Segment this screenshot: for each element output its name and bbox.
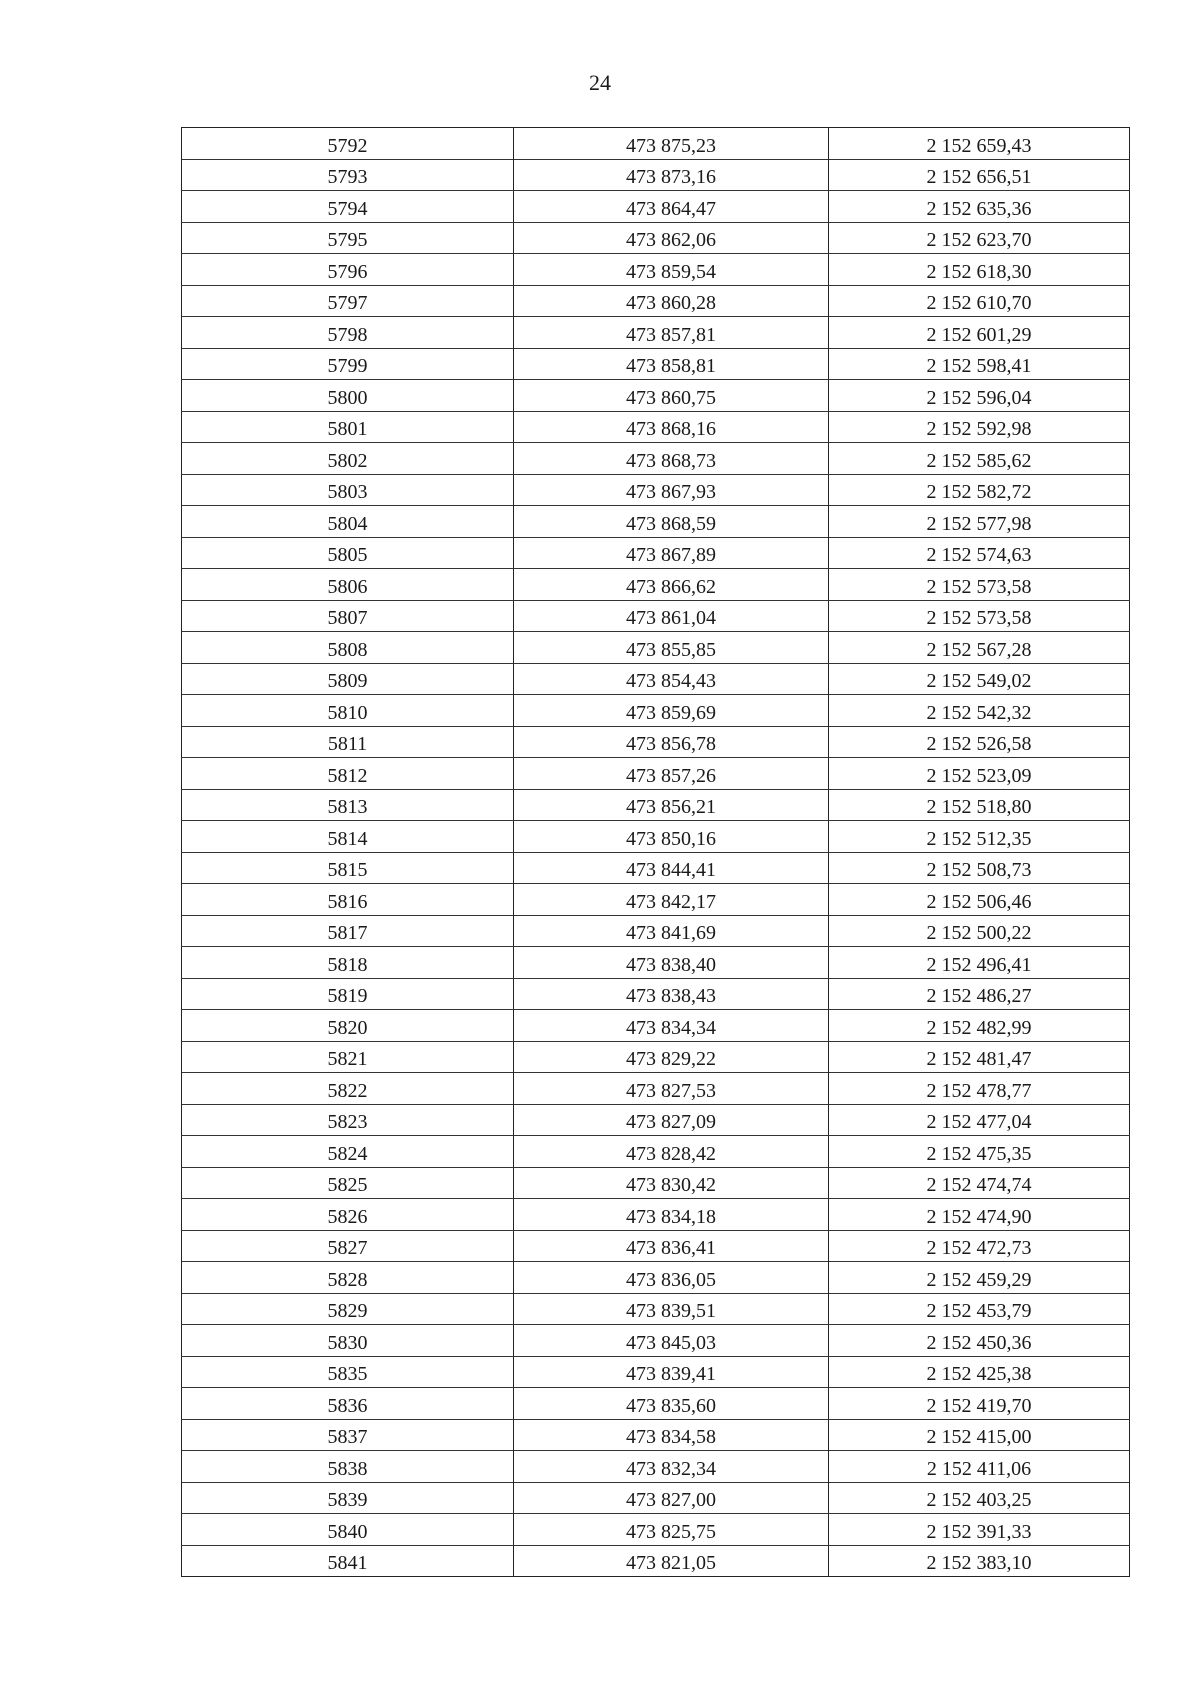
y-coordinate-cell: 2 152 574,63	[829, 537, 1130, 569]
table-row	[182, 1010, 1130, 1042]
table-row	[182, 1167, 1130, 1199]
table-row	[182, 947, 1130, 979]
point-number-cell: 5830	[182, 1325, 514, 1357]
point-number-cell: 5803	[182, 474, 514, 506]
point-number-cell: 5839	[182, 1482, 514, 1514]
point-number-cell: 5798	[182, 317, 514, 349]
table-row	[182, 695, 1130, 727]
point-number-cell: 5810	[182, 695, 514, 727]
y-coordinate-cell: 2 152 481,47	[829, 1041, 1130, 1073]
table-row	[182, 1041, 1130, 1073]
y-coordinate-cell: 2 152 585,62	[829, 443, 1130, 475]
x-coordinate-cell: 473 857,26	[514, 758, 829, 790]
point-number-cell: 5817	[182, 915, 514, 947]
table-row	[182, 1230, 1130, 1262]
point-number-cell: 5799	[182, 348, 514, 380]
table-row	[182, 852, 1130, 884]
x-coordinate-cell: 473 859,69	[514, 695, 829, 727]
x-coordinate-cell: 473 834,18	[514, 1199, 829, 1231]
table-row	[182, 1293, 1130, 1325]
table-row	[182, 128, 1130, 160]
table-row	[182, 1482, 1130, 1514]
y-coordinate-cell: 2 152 659,43	[829, 128, 1130, 160]
point-number-cell: 5793	[182, 159, 514, 191]
y-coordinate-cell: 2 152 592,98	[829, 411, 1130, 443]
y-coordinate-cell: 2 152 419,70	[829, 1388, 1130, 1420]
point-number-cell: 5809	[182, 663, 514, 695]
y-coordinate-cell: 2 152 425,38	[829, 1356, 1130, 1388]
y-coordinate-cell: 2 152 478,77	[829, 1073, 1130, 1105]
point-number-cell: 5822	[182, 1073, 514, 1105]
table-row	[182, 821, 1130, 853]
point-number-cell: 5802	[182, 443, 514, 475]
point-number-cell: 5812	[182, 758, 514, 790]
table-row	[182, 254, 1130, 286]
x-coordinate-cell: 473 835,60	[514, 1388, 829, 1420]
table-row	[182, 1356, 1130, 1388]
point-number-cell: 5795	[182, 222, 514, 254]
x-coordinate-cell: 473 868,73	[514, 443, 829, 475]
y-coordinate-cell: 2 152 450,36	[829, 1325, 1130, 1357]
x-coordinate-cell: 473 857,81	[514, 317, 829, 349]
table-row	[182, 884, 1130, 916]
x-coordinate-cell: 473 856,21	[514, 789, 829, 821]
x-coordinate-cell: 473 844,41	[514, 852, 829, 884]
point-number-cell: 5794	[182, 191, 514, 223]
x-coordinate-cell: 473 859,54	[514, 254, 829, 286]
y-coordinate-cell: 2 152 500,22	[829, 915, 1130, 947]
y-coordinate-cell: 2 152 475,35	[829, 1136, 1130, 1168]
table-row	[182, 411, 1130, 443]
table-row	[182, 978, 1130, 1010]
y-coordinate-cell: 2 152 508,73	[829, 852, 1130, 884]
y-coordinate-cell: 2 152 459,29	[829, 1262, 1130, 1294]
x-coordinate-cell: 473 832,34	[514, 1451, 829, 1483]
x-coordinate-cell: 473 868,16	[514, 411, 829, 443]
x-coordinate-cell: 473 860,28	[514, 285, 829, 317]
point-number-cell: 5836	[182, 1388, 514, 1420]
table-row	[182, 1073, 1130, 1105]
y-coordinate-cell: 2 152 601,29	[829, 317, 1130, 349]
table-row	[182, 1388, 1130, 1420]
table-row	[182, 789, 1130, 821]
y-coordinate-cell: 2 152 383,10	[829, 1545, 1130, 1577]
point-number-cell: 5824	[182, 1136, 514, 1168]
table-row	[182, 663, 1130, 695]
table-row	[182, 348, 1130, 380]
coordinates-table	[181, 127, 1130, 1577]
point-number-cell: 5838	[182, 1451, 514, 1483]
table-row	[182, 1545, 1130, 1577]
x-coordinate-cell: 473 862,06	[514, 222, 829, 254]
point-number-cell: 5796	[182, 254, 514, 286]
x-coordinate-cell: 473 825,75	[514, 1514, 829, 1546]
table-row	[182, 191, 1130, 223]
point-number-cell: 5797	[182, 285, 514, 317]
point-number-cell: 5828	[182, 1262, 514, 1294]
table-row	[182, 1104, 1130, 1136]
x-coordinate-cell: 473 839,41	[514, 1356, 829, 1388]
x-coordinate-cell: 473 839,51	[514, 1293, 829, 1325]
x-coordinate-cell: 473 864,47	[514, 191, 829, 223]
table-row	[182, 1136, 1130, 1168]
table-row	[182, 632, 1130, 664]
table-row	[182, 285, 1130, 317]
table-row	[182, 474, 1130, 506]
point-number-cell: 5806	[182, 569, 514, 601]
point-number-cell: 5816	[182, 884, 514, 916]
y-coordinate-cell: 2 152 415,00	[829, 1419, 1130, 1451]
y-coordinate-cell: 2 152 577,98	[829, 506, 1130, 538]
x-coordinate-cell: 473 875,23	[514, 128, 829, 160]
y-coordinate-cell: 2 152 391,33	[829, 1514, 1130, 1546]
point-number-cell: 5823	[182, 1104, 514, 1136]
x-coordinate-cell: 473 828,42	[514, 1136, 829, 1168]
x-coordinate-cell: 473 842,17	[514, 884, 829, 916]
y-coordinate-cell: 2 152 598,41	[829, 348, 1130, 380]
x-coordinate-cell: 473 830,42	[514, 1167, 829, 1199]
y-coordinate-cell: 2 152 549,02	[829, 663, 1130, 695]
point-number-cell: 5825	[182, 1167, 514, 1199]
point-number-cell: 5821	[182, 1041, 514, 1073]
point-number-cell: 5837	[182, 1419, 514, 1451]
table-row	[182, 600, 1130, 632]
y-coordinate-cell: 2 152 526,58	[829, 726, 1130, 758]
y-coordinate-cell: 2 152 623,70	[829, 222, 1130, 254]
table-row	[182, 159, 1130, 191]
y-coordinate-cell: 2 152 518,80	[829, 789, 1130, 821]
x-coordinate-cell: 473 868,59	[514, 506, 829, 538]
x-coordinate-cell: 473 854,43	[514, 663, 829, 695]
x-coordinate-cell: 473 838,40	[514, 947, 829, 979]
y-coordinate-cell: 2 152 482,99	[829, 1010, 1130, 1042]
table-row	[182, 506, 1130, 538]
table-row	[182, 1262, 1130, 1294]
point-number-cell: 5840	[182, 1514, 514, 1546]
coordinates-table-body	[182, 128, 1130, 1577]
point-number-cell: 5818	[182, 947, 514, 979]
x-coordinate-cell: 473 856,78	[514, 726, 829, 758]
point-number-cell: 5815	[182, 852, 514, 884]
y-coordinate-cell: 2 152 477,04	[829, 1104, 1130, 1136]
y-coordinate-cell: 2 152 618,30	[829, 254, 1130, 286]
point-number-cell: 5829	[182, 1293, 514, 1325]
x-coordinate-cell: 473 827,53	[514, 1073, 829, 1105]
point-number-cell: 5826	[182, 1199, 514, 1231]
x-coordinate-cell: 473 841,69	[514, 915, 829, 947]
y-coordinate-cell: 2 152 403,25	[829, 1482, 1130, 1514]
x-coordinate-cell: 473 873,16	[514, 159, 829, 191]
table-row	[182, 443, 1130, 475]
page-number: 24	[589, 70, 611, 95]
y-coordinate-cell: 2 152 567,28	[829, 632, 1130, 664]
x-coordinate-cell: 473 821,05	[514, 1545, 829, 1577]
point-number-cell: 5820	[182, 1010, 514, 1042]
y-coordinate-cell: 2 152 496,41	[829, 947, 1130, 979]
x-coordinate-cell: 473 858,81	[514, 348, 829, 380]
x-coordinate-cell: 473 855,85	[514, 632, 829, 664]
point-number-cell: 5841	[182, 1545, 514, 1577]
y-coordinate-cell: 2 152 523,09	[829, 758, 1130, 790]
x-coordinate-cell: 473 867,89	[514, 537, 829, 569]
table-row	[182, 1514, 1130, 1546]
x-coordinate-cell: 473 836,05	[514, 1262, 829, 1294]
y-coordinate-cell: 2 152 506,46	[829, 884, 1130, 916]
x-coordinate-cell: 473 867,93	[514, 474, 829, 506]
point-number-cell: 5804	[182, 506, 514, 538]
y-coordinate-cell: 2 152 411,06	[829, 1451, 1130, 1483]
table-row	[182, 758, 1130, 790]
x-coordinate-cell: 473 850,16	[514, 821, 829, 853]
y-coordinate-cell: 2 152 512,35	[829, 821, 1130, 853]
point-number-cell: 5819	[182, 978, 514, 1010]
point-number-cell: 5805	[182, 537, 514, 569]
y-coordinate-cell: 2 152 656,51	[829, 159, 1130, 191]
x-coordinate-cell: 473 845,03	[514, 1325, 829, 1357]
x-coordinate-cell: 473 834,58	[514, 1419, 829, 1451]
y-coordinate-cell: 2 152 486,27	[829, 978, 1130, 1010]
x-coordinate-cell: 473 827,00	[514, 1482, 829, 1514]
y-coordinate-cell: 2 152 474,90	[829, 1199, 1130, 1231]
point-number-cell: 5811	[182, 726, 514, 758]
y-coordinate-cell: 2 152 635,36	[829, 191, 1130, 223]
point-number-cell: 5801	[182, 411, 514, 443]
point-number-cell: 5813	[182, 789, 514, 821]
y-coordinate-cell: 2 152 582,72	[829, 474, 1130, 506]
point-number-cell: 5827	[182, 1230, 514, 1262]
y-coordinate-cell: 2 152 542,32	[829, 695, 1130, 727]
y-coordinate-cell: 2 152 610,70	[829, 285, 1130, 317]
point-number-cell: 5814	[182, 821, 514, 853]
y-coordinate-cell: 2 152 472,73	[829, 1230, 1130, 1262]
x-coordinate-cell: 473 834,34	[514, 1010, 829, 1042]
x-coordinate-cell: 473 860,75	[514, 380, 829, 412]
point-number-cell: 5835	[182, 1356, 514, 1388]
x-coordinate-cell: 473 866,62	[514, 569, 829, 601]
y-coordinate-cell: 2 152 573,58	[829, 600, 1130, 632]
table-row	[182, 537, 1130, 569]
table-row	[182, 317, 1130, 349]
table-row	[182, 569, 1130, 601]
point-number-cell: 5800	[182, 380, 514, 412]
x-coordinate-cell: 473 836,41	[514, 1230, 829, 1262]
table-row	[182, 1451, 1130, 1483]
table-row	[182, 1325, 1130, 1357]
point-number-cell: 5792	[182, 128, 514, 160]
point-number-cell: 5808	[182, 632, 514, 664]
x-coordinate-cell: 473 829,22	[514, 1041, 829, 1073]
y-coordinate-cell: 2 152 453,79	[829, 1293, 1130, 1325]
x-coordinate-cell: 473 838,43	[514, 978, 829, 1010]
table-row	[182, 222, 1130, 254]
table-row	[182, 1419, 1130, 1451]
point-number-cell: 5807	[182, 600, 514, 632]
x-coordinate-cell: 473 827,09	[514, 1104, 829, 1136]
table-row	[182, 915, 1130, 947]
table-row	[182, 1199, 1130, 1231]
y-coordinate-cell: 2 152 474,74	[829, 1167, 1130, 1199]
y-coordinate-cell: 2 152 573,58	[829, 569, 1130, 601]
table-row	[182, 726, 1130, 758]
table-row	[182, 380, 1130, 412]
x-coordinate-cell: 473 861,04	[514, 600, 829, 632]
y-coordinate-cell: 2 152 596,04	[829, 380, 1130, 412]
